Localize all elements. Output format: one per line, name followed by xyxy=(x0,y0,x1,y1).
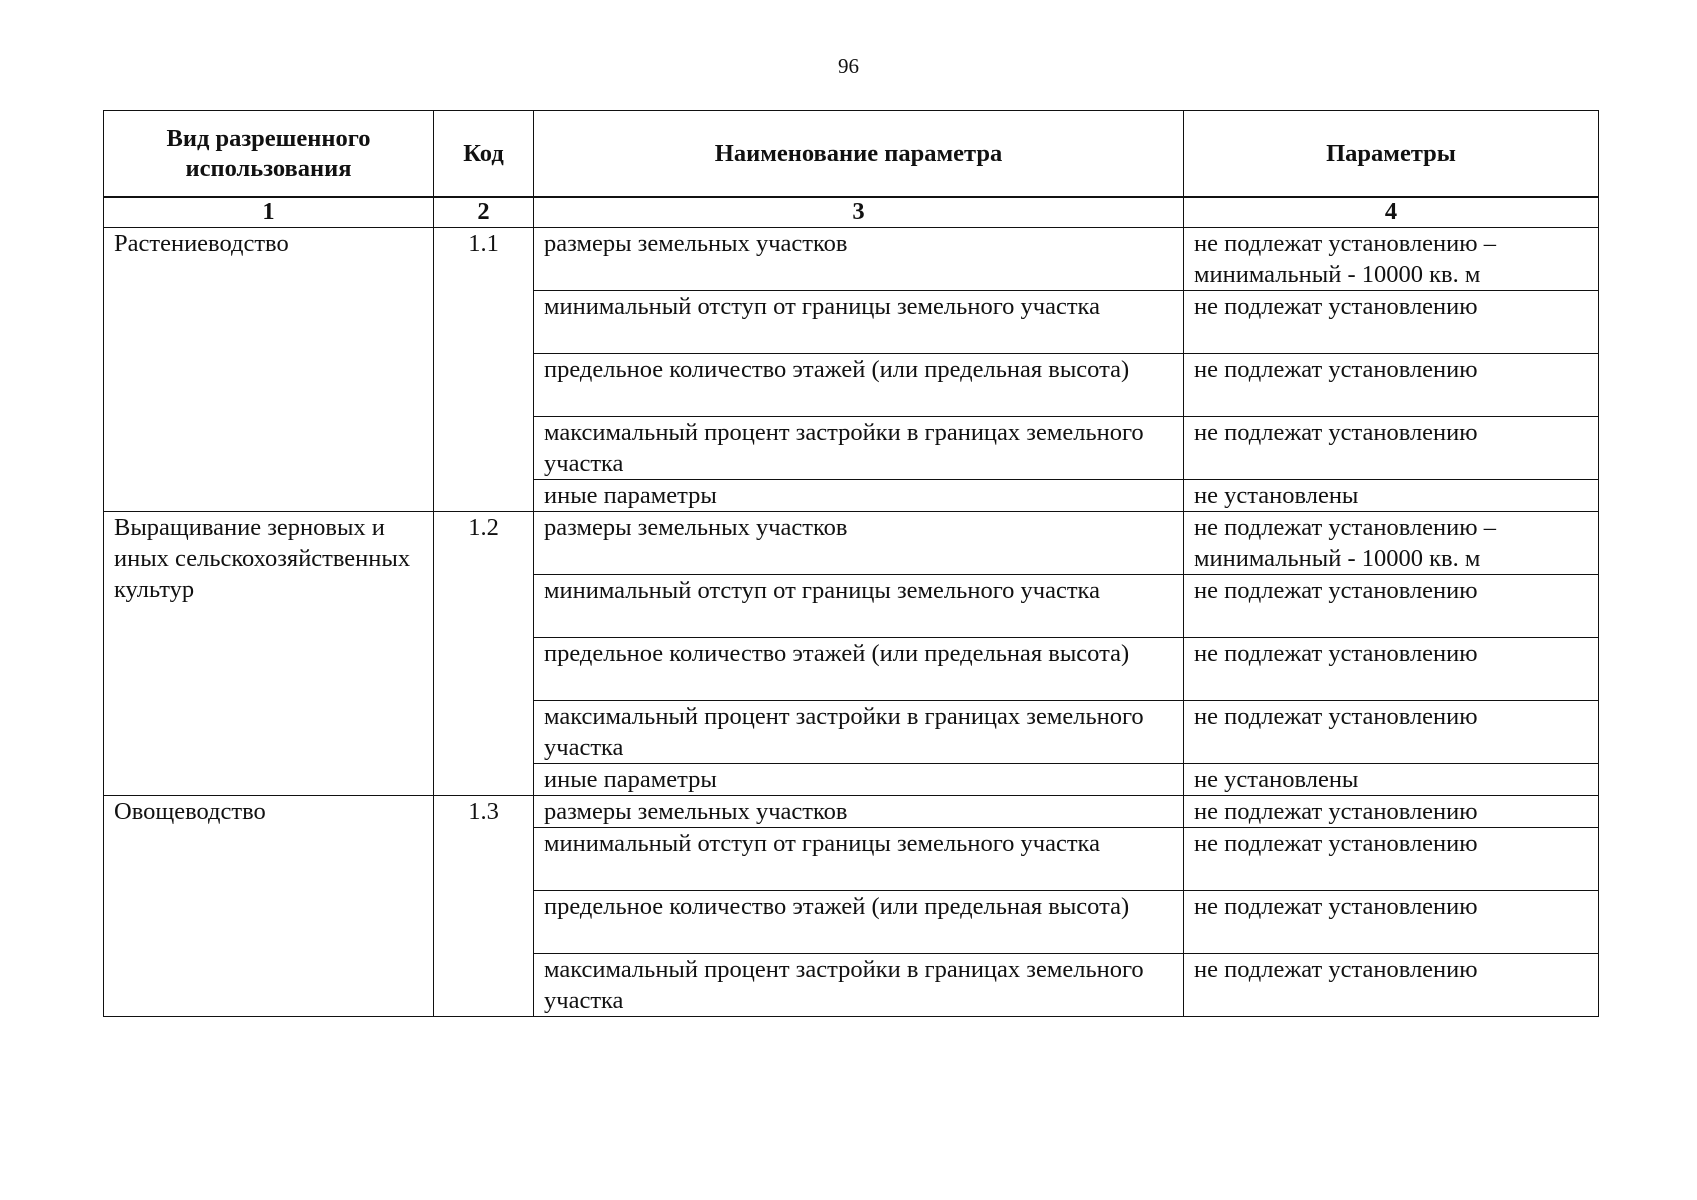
column-number: 2 xyxy=(434,197,534,228)
land-use-parameters-table xyxy=(103,110,1599,1017)
page-number: 96 xyxy=(838,54,859,78)
parameter-name-cell: предельное количество этажей (или предельная высота) xyxy=(534,638,1184,701)
use-type-cell: Выращивание зерновых и иных сельскохозяйственных культур xyxy=(104,512,434,796)
header-parameters: Параметры xyxy=(1184,111,1599,198)
header-row xyxy=(104,111,1599,198)
column-number: 3 xyxy=(534,197,1184,228)
parameter-value-cell: не подлежат установлению – минимальный - 10000 кв. м xyxy=(1184,228,1599,291)
parameter-name-cell: предельное количество этажей (или предельная высота) xyxy=(534,354,1184,417)
parameter-value-cell: не подлежат установлению xyxy=(1184,354,1599,417)
parameter-value-cell: не подлежат установлению xyxy=(1184,638,1599,701)
parameter-value-cell: не подлежат установлению – минимальный - 10000 кв. м xyxy=(1184,512,1599,575)
parameter-name-cell: размеры земельных участков xyxy=(534,796,1184,828)
parameter-name-cell: максимальный процент застройки в границах земельного участка xyxy=(534,417,1184,480)
header-use-type: Вид разрешенного использования xyxy=(104,111,434,198)
parameter-value-cell: не установлены xyxy=(1184,764,1599,796)
parameter-name-cell: минимальный отступ от границы земельного участка xyxy=(534,575,1184,638)
header-parameter-name: Наименование параметра xyxy=(534,111,1184,198)
code-cell: 1.3 xyxy=(434,796,534,1017)
parameter-name-cell: минимальный отступ от границы земельного участка xyxy=(534,828,1184,891)
parameter-name-cell: размеры земельных участков xyxy=(534,512,1184,575)
parameter-value-cell: не подлежат установлению xyxy=(1184,417,1599,480)
parameter-value-cell: не подлежат установлению xyxy=(1184,828,1599,891)
header-code: Код xyxy=(434,111,534,198)
table-row xyxy=(104,228,1599,291)
parameter-value-cell: не подлежат установлению xyxy=(1184,575,1599,638)
parameter-value-cell: не подлежат установлению xyxy=(1184,796,1599,828)
parameter-name-cell: максимальный процент застройки в границах земельного участка xyxy=(534,701,1184,764)
parameter-value-cell: не подлежат установлению xyxy=(1184,701,1599,764)
parameter-name-cell: предельное количество этажей (или предельная высота) xyxy=(534,891,1184,954)
use-type-cell: Растениеводство xyxy=(104,228,434,512)
parameter-value-cell: не установлены xyxy=(1184,480,1599,512)
parameter-value-cell: не подлежат установлению xyxy=(1184,891,1599,954)
parameter-name-cell: иные параметры xyxy=(534,480,1184,512)
parameter-name-cell: минимальный отступ от границы земельного участка xyxy=(534,291,1184,354)
code-cell: 1.1 xyxy=(434,228,534,512)
table-row xyxy=(104,796,1599,828)
column-number-row xyxy=(104,197,1599,228)
parameter-name-cell: максимальный процент застройки в границах земельного участка xyxy=(534,954,1184,1017)
parameter-name-cell: иные параметры xyxy=(534,764,1184,796)
parameter-value-cell: не подлежат установлению xyxy=(1184,954,1599,1017)
code-cell: 1.2 xyxy=(434,512,534,796)
use-type-cell: Овощеводство xyxy=(104,796,434,1017)
table-row xyxy=(104,512,1599,575)
column-number: 1 xyxy=(104,197,434,228)
parameter-value-cell: не подлежат установлению xyxy=(1184,291,1599,354)
parameter-name-cell: размеры земельных участков xyxy=(534,228,1184,291)
column-number: 4 xyxy=(1184,197,1599,228)
